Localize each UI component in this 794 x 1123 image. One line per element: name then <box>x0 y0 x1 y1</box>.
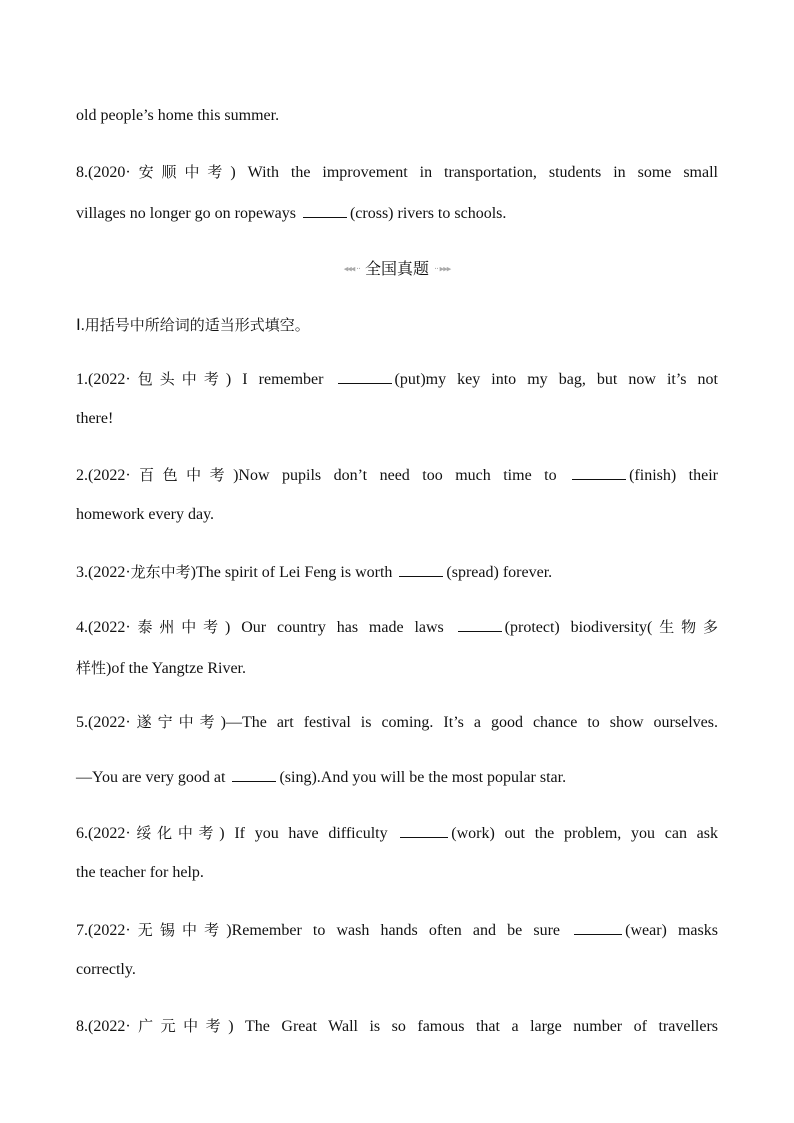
question-text: (put)my key into my bag, but now it’s not <box>394 371 718 388</box>
question-number: 8.(2022· <box>76 1018 131 1035</box>
left-arrow-decoration-icon: ◂◂◂ ·· <box>343 264 360 275</box>
chinese-gloss: 样性 <box>76 659 107 677</box>
question-6-line-1 <box>76 823 718 844</box>
question-7-line-2 <box>76 960 718 980</box>
question-number: 3.(2022· <box>76 564 131 581</box>
question-text: )Remember to wash hands often and be sure <box>226 922 572 939</box>
question-3-line-1 <box>76 562 718 583</box>
question-text: )—The art festival is coming. It’s a good chance to show ourselves. <box>220 714 718 731</box>
question-8-line-2 <box>76 203 718 224</box>
question-text: homework every day. <box>76 506 215 523</box>
text: old people’s home this summer. <box>76 107 280 124</box>
question-text: (sing).And you will be the most popular star. <box>279 769 567 786</box>
question-text: )of the Yangtze River. <box>106 660 246 677</box>
answer-blank[interactable] <box>303 203 347 218</box>
question-6-line-2 <box>76 863 718 883</box>
question-text: correctly. <box>76 961 136 978</box>
question-text: the teacher for help. <box>76 864 204 881</box>
exam-source: 包头中考 <box>130 370 226 388</box>
question-text: —You are very good at <box>76 769 230 786</box>
question-text: (wear) masks <box>625 922 718 939</box>
right-arrow-decoration-icon: ·· ▸▸▸ <box>434 264 451 275</box>
question-2-line-1 <box>76 465 718 486</box>
exercise-page <box>76 0 718 1123</box>
question-text: )The spirit of Lei Feng is worth <box>190 564 397 581</box>
question-text: )Now pupils don’t need too much time to <box>233 467 570 484</box>
answer-blank[interactable] <box>458 617 502 632</box>
question-text: ) With the improvement in transportation, students in some small <box>230 164 718 181</box>
question-number: 5.(2022· <box>76 714 131 731</box>
question-text: ) I remember <box>225 371 335 388</box>
section-heading <box>76 258 718 281</box>
question-number: 6.(2022· <box>76 825 131 842</box>
answer-blank[interactable] <box>572 465 626 480</box>
answer-blank[interactable] <box>232 767 276 782</box>
question-text: ) Our country has made laws <box>225 619 455 636</box>
question-1-line-1 <box>76 369 718 390</box>
question-number: 8.(2020· <box>76 164 131 181</box>
question-text: there! <box>76 410 114 427</box>
question-4-line-2 <box>76 658 718 679</box>
exam-source: 遂宁中考 <box>130 713 221 731</box>
exam-source: 百色中考 <box>130 466 234 484</box>
instruction <box>76 314 718 337</box>
exam-source: 广元中考 <box>130 1017 229 1035</box>
exam-source: 龙东中考 <box>130 563 191 581</box>
question-number: 2.(2022· <box>76 467 131 484</box>
question-text: ) If you have difficulty <box>219 825 398 842</box>
previous-question-tail <box>76 106 718 126</box>
question-7-line-1 <box>76 920 718 941</box>
answer-blank[interactable] <box>400 823 448 838</box>
question-number: 4.(2022· <box>76 619 131 636</box>
question-number: 1.(2022· <box>76 371 131 388</box>
question-text: (protect) biodiversity( <box>504 619 653 636</box>
word-hint: (cross) rivers to schools. <box>349 205 507 222</box>
question-4-line-1 <box>76 617 718 638</box>
exam-source: 安顺中考 <box>130 163 231 181</box>
chinese-gloss: 生物多 <box>652 618 718 636</box>
answer-blank[interactable] <box>574 920 622 935</box>
question-8b-line-1 <box>76 1016 718 1037</box>
question-number: 7.(2022· <box>76 922 131 939</box>
exam-source: 泰州中考 <box>130 618 226 636</box>
question-text: villages no longer go on ropeways <box>76 205 300 222</box>
answer-blank[interactable] <box>399 562 443 577</box>
question-1-line-2 <box>76 409 718 429</box>
part-number: Ⅰ. <box>76 317 85 334</box>
exam-source: 无锡中考 <box>130 921 227 939</box>
question-text: ) The Great Wall is so famous that a large number of travellers <box>228 1018 718 1035</box>
question-text: (spread) forever. <box>446 564 553 581</box>
question-5-line-2 <box>76 767 718 788</box>
question-text: (finish) their <box>629 467 718 484</box>
exam-source: 绥化中考 <box>130 824 220 842</box>
question-8-line-1 <box>76 162 718 183</box>
question-text: (work) out the problem, you can ask <box>451 825 718 842</box>
instruction-text: 用括号中所给词的适当形式填空。 <box>84 316 310 334</box>
answer-blank[interactable] <box>338 369 392 384</box>
section-title: 全国真题 <box>364 259 429 278</box>
question-2-line-2 <box>76 505 718 525</box>
question-5-line-1 <box>76 712 718 733</box>
